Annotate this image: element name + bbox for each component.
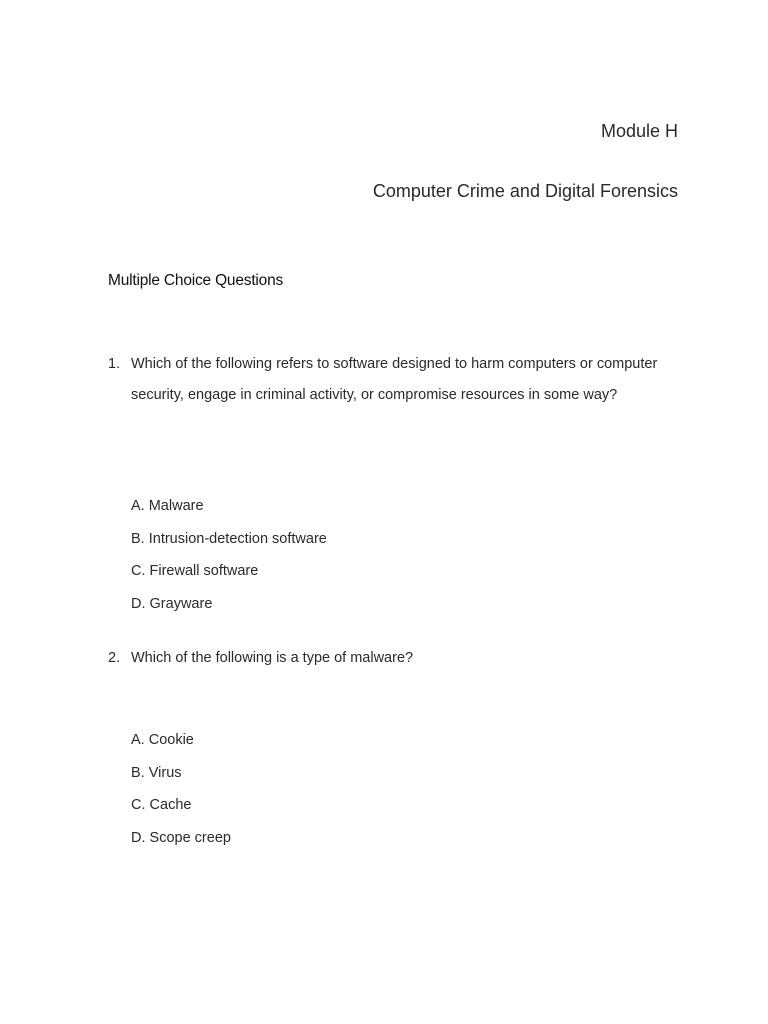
module-title: Module H xyxy=(600,121,678,141)
question-number: 2. xyxy=(108,650,121,666)
question-text: Which of the following refers to software designed to harm computers or computer security, engage in criminal activity, or compromise resources in some way? xyxy=(131,356,658,403)
answer-option: A. Malware xyxy=(131,498,204,514)
question-2 xyxy=(108,643,673,674)
answer-option: D. Grayware xyxy=(131,596,213,613)
answer-option: C. Firewall software xyxy=(131,563,259,580)
section-heading: Multiple Choice Questions xyxy=(108,272,284,289)
answer-option: C. Cache xyxy=(131,797,192,814)
answer-option: B. Virus xyxy=(131,764,182,781)
question-1 xyxy=(108,349,673,411)
answer-option: D. Scope creep xyxy=(131,830,231,847)
answer-option: A. Cookie xyxy=(131,732,194,748)
question-2-options xyxy=(131,730,231,861)
question-number: 1. xyxy=(108,356,121,372)
question-1-options xyxy=(131,496,327,627)
question-text: Which of the following is a type of malware? xyxy=(131,650,414,666)
answer-option: B. Intrusion-detection software xyxy=(131,530,327,547)
module-subtitle: Computer Crime and Digital Forensics xyxy=(372,181,678,201)
